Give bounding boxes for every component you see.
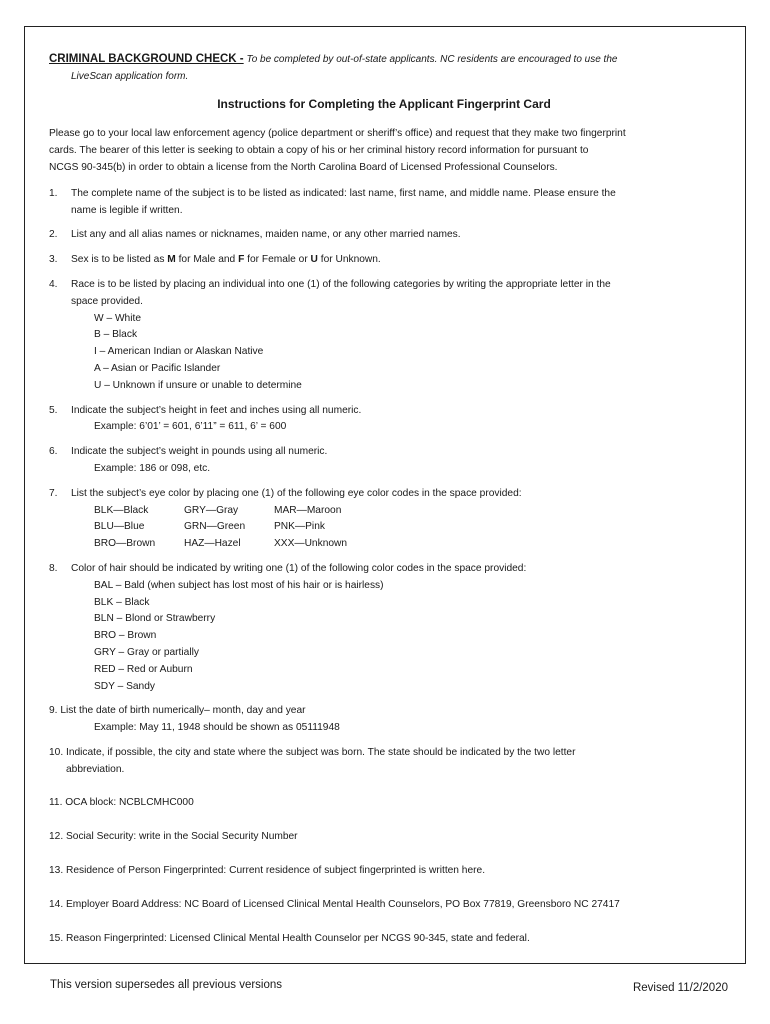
race-code: W – White bbox=[94, 312, 141, 324]
instruction-15: 15. Reason Fingerprinted: Licensed Clinical Mental Health Counselor per NCGS 90-345, state and federal. bbox=[49, 932, 530, 944]
eye-code: BLK—Black bbox=[94, 504, 149, 516]
eye-color-codes bbox=[71, 503, 719, 553]
item-number: 7. bbox=[49, 487, 58, 499]
item-text bbox=[71, 252, 719, 269]
footer-supersedes-note: This version supersedes all previous versions bbox=[50, 979, 283, 991]
hair-code: RED – Red or Auburn bbox=[94, 663, 193, 675]
item-text: Color of hair should be indicated by writing one (1) of the following color codes in the space provided: bbox=[71, 562, 527, 574]
instruction-1 bbox=[49, 186, 719, 220]
item-number: 3. bbox=[49, 254, 58, 266]
item-example: Example: 186 or 098, etc. bbox=[94, 462, 211, 474]
item-number: 2. bbox=[49, 229, 58, 241]
item-text: 10. Indicate, if possible, the city and state where the subject was born. The state should be indicated by the two letter bbox=[49, 746, 576, 758]
page-title: Instructions for Completing the Applicant Fingerprint Card bbox=[217, 96, 551, 111]
race-code: I – American Indian or Alaskan Native bbox=[94, 346, 264, 358]
item-number: 8. bbox=[49, 562, 58, 574]
instruction-9 bbox=[49, 703, 719, 737]
hair-code: GRY – Gray or partially bbox=[94, 646, 199, 658]
item-number: 4. bbox=[49, 278, 58, 290]
instruction-8 bbox=[49, 561, 719, 695]
instruction-11: 11. OCA block: NCBLCMHC000 bbox=[49, 797, 194, 809]
item-text: The complete name of the subject is to be listed as indicated: last name, first name, and middle name. Please ensure the bbox=[71, 187, 616, 199]
instruction-5 bbox=[49, 403, 719, 437]
eye-code: PNK—Pink bbox=[274, 521, 325, 533]
header-title: CRIMINAL BACKGROUND CHECK - bbox=[49, 53, 244, 65]
intro-line: cards. The bearer of this letter is seeking to obtain a copy of his or her criminal history record information for pursuant to bbox=[49, 145, 589, 157]
instruction-10 bbox=[49, 745, 719, 779]
item-text: 9. List the date of birth numerically– month, day and year bbox=[49, 705, 306, 717]
instruction-7 bbox=[49, 486, 719, 553]
instruction-6 bbox=[49, 444, 719, 478]
instruction-13: 13. Residence of Person Fingerprinted: Current residence of subject fingerprinted is written here. bbox=[49, 865, 486, 877]
eye-code: MAR—Maroon bbox=[274, 504, 342, 516]
item-text: name is legible if written. bbox=[71, 204, 183, 216]
eye-code: XXX—Unknown bbox=[274, 538, 348, 550]
eye-code: BLU—Blue bbox=[94, 521, 145, 533]
code-f: F bbox=[238, 254, 245, 266]
intro-paragraph bbox=[49, 126, 719, 176]
item-text: space provided. bbox=[71, 295, 143, 307]
hair-code: SDY – Sandy bbox=[94, 680, 155, 692]
race-code: U – Unknown if unsure or unable to determine bbox=[94, 379, 302, 391]
text-run: for Male and bbox=[175, 254, 239, 266]
document-content bbox=[49, 51, 719, 955]
item-text: Indicate the subject’s height in feet and inches using all numeric. bbox=[71, 404, 362, 416]
header-note: To be completed by out-of-state applicants. NC residents are encouraged to use the bbox=[246, 54, 618, 65]
code-m: M bbox=[167, 254, 176, 266]
eye-code: GRN—Green bbox=[184, 521, 246, 533]
text-run: for Unknown. bbox=[317, 254, 381, 266]
item-text: Indicate the subject’s weight in pounds using all numeric. bbox=[71, 446, 328, 458]
intro-line: Please go to your local law enforcement agency (police department or sheriff’s office) and request that they make two fingerprint bbox=[49, 128, 626, 140]
item-number: 5. bbox=[49, 404, 58, 416]
instruction-4 bbox=[49, 277, 719, 395]
race-code: B – Black bbox=[94, 329, 138, 341]
race-code: A – Asian or Pacific Islander bbox=[94, 362, 221, 374]
text-run: for Female or bbox=[244, 254, 311, 266]
intro-line: NCGS 90-345(b) in order to obtain a license from the North Carolina Board of Licensed Professional Counselors. bbox=[49, 161, 558, 173]
eye-code: HAZ—Hazel bbox=[184, 538, 241, 550]
item-text: List any and all alias names or nicknames, maiden name, or any other married names. bbox=[71, 229, 461, 241]
instruction-2 bbox=[49, 227, 719, 244]
header-line bbox=[49, 51, 719, 69]
code-u: U bbox=[310, 254, 318, 266]
hair-code: BRO – Brown bbox=[94, 630, 157, 642]
instruction-14: 14. Employer Board Address: NC Board of Licensed Clinical Mental Health Counselors, PO Box 77819, Greensboro NC 27417 bbox=[49, 898, 620, 910]
item-example: Example: May 11, 1948 should be shown as 05111948 bbox=[94, 722, 340, 734]
instruction-3 bbox=[49, 252, 719, 269]
item-number: 1. bbox=[49, 187, 58, 199]
hair-code: BAL – Bald (when subject has lost most of his hair or is hairless) bbox=[94, 579, 384, 591]
item-text: abbreviation. bbox=[66, 763, 125, 775]
item-example: Example: 6’01’ = 601, 6’11” = 611, 6’ = 600 bbox=[94, 421, 287, 433]
eye-code: GRY—Gray bbox=[184, 504, 239, 516]
instruction-12: 12. Social Security: write in the Social Security Number bbox=[49, 831, 298, 843]
footer-revision-date: Revised 11/2/2020 bbox=[632, 982, 728, 994]
item-text: Race is to be listed by placing an individual into one (1) of the following categories by writing the appropriate letter in the bbox=[71, 278, 611, 290]
item-number: 6. bbox=[49, 446, 58, 458]
item-text: List the subject’s eye color by placing one (1) of the following eye color codes in the space provided: bbox=[71, 487, 522, 499]
text-run: Sex is to be listed as bbox=[71, 254, 168, 266]
hair-code: BLN – Blond or Strawberry bbox=[94, 613, 216, 625]
eye-code: BRO—Brown bbox=[94, 538, 156, 550]
header-note-cont: LiveScan application form. bbox=[71, 70, 189, 82]
hair-code: BLK – Black bbox=[94, 596, 150, 608]
